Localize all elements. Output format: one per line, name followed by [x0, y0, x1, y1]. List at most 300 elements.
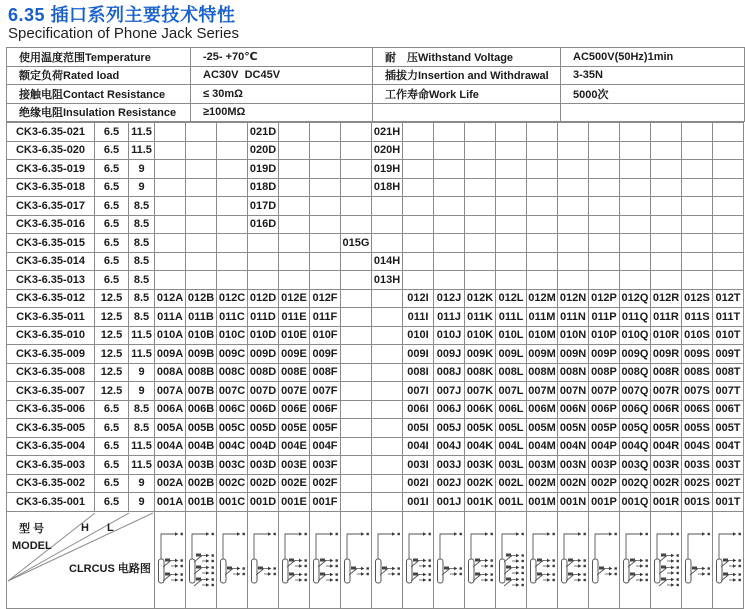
code-cell-A	[155, 252, 186, 271]
code-cell-R: 006R	[651, 400, 682, 419]
code-cell-D: 002D	[248, 474, 279, 493]
dim-l-value: 8.5	[129, 308, 155, 327]
code-cell-C	[217, 123, 248, 142]
code-cell-M: 011M	[527, 308, 558, 327]
dim-l-value: 8.5	[129, 215, 155, 234]
code-cell-C: 006C	[217, 400, 248, 419]
code-cell-N: 005N	[558, 419, 589, 438]
code-cell-R	[651, 197, 682, 216]
code-cell-K	[465, 234, 496, 253]
code-cell-A: 007A	[155, 382, 186, 401]
code-cell-I: 009I	[403, 345, 434, 364]
model-row	[7, 308, 744, 327]
code-cell-T	[713, 123, 744, 142]
code-cell-M: 005M	[527, 419, 558, 438]
code-cell-C	[217, 252, 248, 271]
code-cell-D	[248, 252, 279, 271]
code-cell-H: 013H	[372, 271, 403, 290]
code-cell-I	[403, 234, 434, 253]
spec-label: 工作寿命Work Life	[373, 85, 561, 104]
spec-row	[7, 48, 745, 67]
code-cell-A: 005A	[155, 419, 186, 438]
code-cell-B: 005B	[186, 419, 217, 438]
code-cell-N: 012N	[558, 289, 589, 308]
spec-value: AC500V(50Hz)1min	[561, 48, 745, 67]
code-cell-E	[279, 215, 310, 234]
code-cell-T	[713, 215, 744, 234]
dim-l-value: 9	[129, 493, 155, 512]
spec-label: 额定负荷Rated load	[7, 66, 191, 85]
model-row	[7, 437, 744, 456]
model-number: CK3-6.35-004	[7, 437, 95, 456]
code-cell-D: 010D	[248, 326, 279, 345]
code-cell-E	[279, 160, 310, 179]
code-cell-A	[155, 160, 186, 179]
model-table	[6, 122, 744, 609]
code-cell-R: 011R	[651, 308, 682, 327]
code-cell-H	[372, 197, 403, 216]
code-cell-J	[434, 234, 465, 253]
code-cell-K	[465, 178, 496, 197]
code-cell-J: 012J	[434, 289, 465, 308]
model-row	[7, 123, 744, 142]
dim-h-value: 12.5	[95, 326, 129, 345]
dim-h-value: 6.5	[95, 419, 129, 438]
model-number: CK3-6.35-021	[7, 123, 95, 142]
code-cell-M: 001M	[527, 493, 558, 512]
code-cell-S: 011S	[682, 308, 713, 327]
code-cell-Q: 009Q	[620, 345, 651, 364]
code-cell-E: 005E	[279, 419, 310, 438]
code-cell-N	[558, 271, 589, 290]
code-cell-Q: 003Q	[620, 456, 651, 475]
code-cell-M: 009M	[527, 345, 558, 364]
code-cell-R: 002R	[651, 474, 682, 493]
code-cell-I	[403, 252, 434, 271]
code-cell-M: 012M	[527, 289, 558, 308]
circuit-diagram-S	[682, 511, 713, 608]
code-cell-T	[713, 178, 744, 197]
code-cell-F	[310, 197, 341, 216]
code-cell-F: 010F	[310, 326, 341, 345]
code-cell-C: 009C	[217, 345, 248, 364]
code-cell-P	[589, 215, 620, 234]
code-cell-L: 003L	[496, 456, 527, 475]
code-cell-F	[310, 252, 341, 271]
model-row	[7, 493, 744, 512]
code-cell-M: 006M	[527, 400, 558, 419]
code-cell-R	[651, 160, 682, 179]
model-label-cn: 型 号	[19, 522, 45, 535]
code-cell-N: 010N	[558, 326, 589, 345]
code-cell-P: 001P	[589, 493, 620, 512]
code-cell-C: 012C	[217, 289, 248, 308]
code-cell-T: 012T	[713, 289, 744, 308]
code-cell-M	[527, 141, 558, 160]
code-cell-L	[496, 271, 527, 290]
code-cell-P: 009P	[589, 345, 620, 364]
code-cell-R: 001R	[651, 493, 682, 512]
code-cell-M	[527, 178, 558, 197]
code-cell-R: 009R	[651, 345, 682, 364]
code-cell-F	[310, 215, 341, 234]
code-cell-S	[682, 234, 713, 253]
code-cell-E: 009E	[279, 345, 310, 364]
code-cell-J	[434, 252, 465, 271]
dim-l-value: 9	[129, 178, 155, 197]
code-cell-G	[341, 289, 372, 308]
code-cell-D: 011D	[248, 308, 279, 327]
code-cell-B: 006B	[186, 400, 217, 419]
code-cell-K	[465, 160, 496, 179]
code-cell-E	[279, 271, 310, 290]
code-cell-K: 003K	[465, 456, 496, 475]
circuit-diagram-J	[434, 511, 465, 608]
code-cell-F: 007F	[310, 382, 341, 401]
code-cell-N	[558, 197, 589, 216]
code-cell-J	[434, 271, 465, 290]
code-cell-Q: 008Q	[620, 363, 651, 382]
code-cell-F	[310, 123, 341, 142]
code-cell-E: 002E	[279, 474, 310, 493]
code-cell-Q: 011Q	[620, 308, 651, 327]
dim-h-value: 6.5	[95, 178, 129, 197]
code-cell-F	[310, 178, 341, 197]
code-cell-M: 007M	[527, 382, 558, 401]
code-cell-T: 004T	[713, 437, 744, 456]
code-cell-R	[651, 141, 682, 160]
dim-l-value: 8.5	[129, 400, 155, 419]
code-cell-F: 005F	[310, 419, 341, 438]
spec-label: 绝缘电阻Insulation Resistance	[7, 103, 191, 122]
code-cell-C: 004C	[217, 437, 248, 456]
code-cell-N: 009N	[558, 345, 589, 364]
dim-l-value: 8.5	[129, 197, 155, 216]
code-cell-G	[341, 382, 372, 401]
code-cell-E: 012E	[279, 289, 310, 308]
code-cell-N	[558, 215, 589, 234]
code-cell-I: 005I	[403, 419, 434, 438]
code-cell-F: 003F	[310, 456, 341, 475]
code-cell-J	[434, 178, 465, 197]
model-number: CK3-6.35-008	[7, 363, 95, 382]
code-cell-B: 003B	[186, 456, 217, 475]
code-cell-G	[341, 400, 372, 419]
dim-h-value: 6.5	[95, 474, 129, 493]
code-cell-T	[713, 141, 744, 160]
h-column-label: H	[81, 521, 89, 534]
code-cell-J: 009J	[434, 345, 465, 364]
code-cell-S	[682, 197, 713, 216]
code-cell-B	[186, 252, 217, 271]
code-cell-B: 009B	[186, 345, 217, 364]
code-cell-J: 008J	[434, 363, 465, 382]
code-cell-T: 007T	[713, 382, 744, 401]
code-cell-B	[186, 141, 217, 160]
spec-value: -25- +70℃	[191, 48, 373, 67]
code-cell-N: 006N	[558, 400, 589, 419]
code-cell-P	[589, 271, 620, 290]
code-cell-L: 011L	[496, 308, 527, 327]
code-cell-H: 020H	[372, 141, 403, 160]
circuit-diagram-I	[403, 511, 434, 608]
code-cell-B	[186, 215, 217, 234]
code-cell-L: 008L	[496, 363, 527, 382]
code-cell-M: 002M	[527, 474, 558, 493]
code-cell-E	[279, 234, 310, 253]
code-cell-A	[155, 197, 186, 216]
code-cell-R	[651, 234, 682, 253]
code-cell-N	[558, 123, 589, 142]
code-cell-Q	[620, 197, 651, 216]
code-cell-G	[341, 160, 372, 179]
code-cell-T: 001T	[713, 493, 744, 512]
circuit-diagram-P	[589, 511, 620, 608]
code-cell-A	[155, 271, 186, 290]
circuit-diagram-E	[279, 511, 310, 608]
code-cell-D: 009D	[248, 345, 279, 364]
code-cell-H	[372, 215, 403, 234]
code-cell-F	[310, 271, 341, 290]
dim-h-value: 6.5	[95, 271, 129, 290]
code-cell-K: 002K	[465, 474, 496, 493]
code-cell-T: 010T	[713, 326, 744, 345]
code-cell-N	[558, 252, 589, 271]
code-cell-P	[589, 234, 620, 253]
spec-row	[7, 85, 745, 104]
code-cell-K	[465, 215, 496, 234]
code-cell-B: 010B	[186, 326, 217, 345]
code-cell-E: 006E	[279, 400, 310, 419]
code-cell-L: 012L	[496, 289, 527, 308]
spec-label: 接触电阻Contact Resistance	[7, 85, 191, 104]
circuit-label: CLRCUS 电路图	[69, 562, 151, 575]
circuit-diagram-C	[217, 511, 248, 608]
code-cell-S: 003S	[682, 456, 713, 475]
circuit-diagram-N	[558, 511, 589, 608]
model-row	[7, 160, 744, 179]
code-cell-B	[186, 197, 217, 216]
dim-h-value: 12.5	[95, 308, 129, 327]
code-cell-J	[434, 215, 465, 234]
code-cell-P: 010P	[589, 326, 620, 345]
code-cell-R: 005R	[651, 419, 682, 438]
code-cell-I	[403, 197, 434, 216]
code-cell-M: 004M	[527, 437, 558, 456]
code-cell-K: 010K	[465, 326, 496, 345]
code-cell-C: 005C	[217, 419, 248, 438]
code-cell-M	[527, 160, 558, 179]
code-cell-D: 016D	[248, 215, 279, 234]
spec-row	[7, 66, 745, 85]
code-cell-D: 003D	[248, 456, 279, 475]
code-cell-L: 009L	[496, 345, 527, 364]
spec-row	[7, 103, 745, 122]
code-cell-D: 001D	[248, 493, 279, 512]
code-cell-T	[713, 252, 744, 271]
code-cell-R: 003R	[651, 456, 682, 475]
code-cell-L: 006L	[496, 400, 527, 419]
code-cell-P	[589, 252, 620, 271]
code-cell-D: 007D	[248, 382, 279, 401]
code-cell-B: 008B	[186, 363, 217, 382]
code-cell-F: 009F	[310, 345, 341, 364]
model-label-en: MODEL	[12, 539, 52, 552]
dim-l-value: 8.5	[129, 419, 155, 438]
code-cell-Q	[620, 178, 651, 197]
code-cell-T: 002T	[713, 474, 744, 493]
code-cell-L: 004L	[496, 437, 527, 456]
dim-h-value: 12.5	[95, 363, 129, 382]
code-cell-J: 005J	[434, 419, 465, 438]
code-cell-G	[341, 363, 372, 382]
code-cell-R: 004R	[651, 437, 682, 456]
code-cell-D: 019D	[248, 160, 279, 179]
code-cell-M	[527, 123, 558, 142]
code-cell-L: 010L	[496, 326, 527, 345]
code-cell-C	[217, 141, 248, 160]
model-number: CK3-6.35-010	[7, 326, 95, 345]
code-cell-T	[713, 234, 744, 253]
dim-l-value: 9	[129, 363, 155, 382]
code-cell-K: 012K	[465, 289, 496, 308]
code-cell-F	[310, 160, 341, 179]
model-row	[7, 178, 744, 197]
circuit-diagram-G	[341, 511, 372, 608]
code-cell-D: 021D	[248, 123, 279, 142]
code-cell-T	[713, 160, 744, 179]
code-cell-R	[651, 271, 682, 290]
dim-l-value: 8.5	[129, 252, 155, 271]
code-cell-E: 011E	[279, 308, 310, 327]
code-cell-F: 012F	[310, 289, 341, 308]
code-cell-L: 002L	[496, 474, 527, 493]
circuit-diagram-H	[372, 511, 403, 608]
code-cell-A: 003A	[155, 456, 186, 475]
code-cell-M: 003M	[527, 456, 558, 475]
spec-table	[6, 47, 745, 122]
code-cell-A: 006A	[155, 400, 186, 419]
code-cell-B	[186, 160, 217, 179]
page-subtitle: Specification of Phone Jack Series	[8, 25, 239, 42]
code-cell-I: 008I	[403, 363, 434, 382]
dim-l-value: 11.5	[129, 141, 155, 160]
dim-h-value: 6.5	[95, 493, 129, 512]
code-cell-K	[465, 197, 496, 216]
code-cell-A: 008A	[155, 363, 186, 382]
spec-label: 插拔力Insertion and Withdrawal	[373, 66, 561, 85]
code-cell-J	[434, 141, 465, 160]
code-cell-G	[341, 345, 372, 364]
model-row	[7, 382, 744, 401]
code-cell-K: 005K	[465, 419, 496, 438]
code-cell-F	[310, 141, 341, 160]
code-cell-D: 008D	[248, 363, 279, 382]
code-cell-I: 011I	[403, 308, 434, 327]
code-cell-A	[155, 178, 186, 197]
code-cell-J: 006J	[434, 400, 465, 419]
code-cell-K	[465, 252, 496, 271]
code-cell-C: 003C	[217, 456, 248, 475]
code-cell-E: 003E	[279, 456, 310, 475]
code-cell-D: 018D	[248, 178, 279, 197]
code-cell-Q	[620, 123, 651, 142]
circuit-row	[7, 511, 744, 608]
dim-l-value: 9	[129, 160, 155, 179]
dim-l-value: 8.5	[129, 289, 155, 308]
model-number: CK3-6.35-005	[7, 419, 95, 438]
circuit-diagram-D	[248, 511, 279, 608]
spec-value: AC30V DC45V	[191, 66, 373, 85]
code-cell-R	[651, 123, 682, 142]
dim-h-value: 6.5	[95, 160, 129, 179]
model-row	[7, 474, 744, 493]
model-number: CK3-6.35-009	[7, 345, 95, 364]
code-cell-P: 006P	[589, 400, 620, 419]
code-cell-P: 002P	[589, 474, 620, 493]
code-cell-A	[155, 141, 186, 160]
code-cell-F: 001F	[310, 493, 341, 512]
code-cell-Q	[620, 234, 651, 253]
dim-h-value: 6.5	[95, 234, 129, 253]
code-cell-B	[186, 234, 217, 253]
circuit-diagram-Q	[620, 511, 651, 608]
code-cell-S	[682, 178, 713, 197]
code-cell-C	[217, 178, 248, 197]
code-cell-G	[341, 252, 372, 271]
code-cell-C: 011C	[217, 308, 248, 327]
code-cell-P: 011P	[589, 308, 620, 327]
code-cell-N	[558, 141, 589, 160]
model-row	[7, 289, 744, 308]
dim-h-value: 6.5	[95, 252, 129, 271]
code-cell-D	[248, 234, 279, 253]
code-cell-K: 007K	[465, 382, 496, 401]
dim-h-value: 6.5	[95, 123, 129, 142]
code-cell-S: 008S	[682, 363, 713, 382]
code-cell-L	[496, 215, 527, 234]
code-cell-J	[434, 160, 465, 179]
code-cell-C: 008C	[217, 363, 248, 382]
spec-label	[373, 103, 561, 122]
code-cell-G	[341, 141, 372, 160]
code-cell-I	[403, 123, 434, 142]
code-cell-Q: 012Q	[620, 289, 651, 308]
code-cell-A: 012A	[155, 289, 186, 308]
code-cell-I	[403, 141, 434, 160]
code-cell-K: 011K	[465, 308, 496, 327]
code-cell-H	[372, 493, 403, 512]
code-cell-N: 007N	[558, 382, 589, 401]
code-cell-F: 002F	[310, 474, 341, 493]
code-cell-E: 004E	[279, 437, 310, 456]
code-cell-T: 009T	[713, 345, 744, 364]
code-cell-I: 006I	[403, 400, 434, 419]
code-cell-G	[341, 197, 372, 216]
code-cell-N: 011N	[558, 308, 589, 327]
code-cell-T: 006T	[713, 400, 744, 419]
code-cell-I	[403, 215, 434, 234]
code-cell-I: 004I	[403, 437, 434, 456]
code-cell-Q: 004Q	[620, 437, 651, 456]
dim-l-value: 9	[129, 382, 155, 401]
code-cell-I: 002I	[403, 474, 434, 493]
code-cell-S: 005S	[682, 419, 713, 438]
code-cell-C	[217, 215, 248, 234]
code-cell-A: 004A	[155, 437, 186, 456]
code-cell-L	[496, 252, 527, 271]
code-cell-R: 008R	[651, 363, 682, 382]
